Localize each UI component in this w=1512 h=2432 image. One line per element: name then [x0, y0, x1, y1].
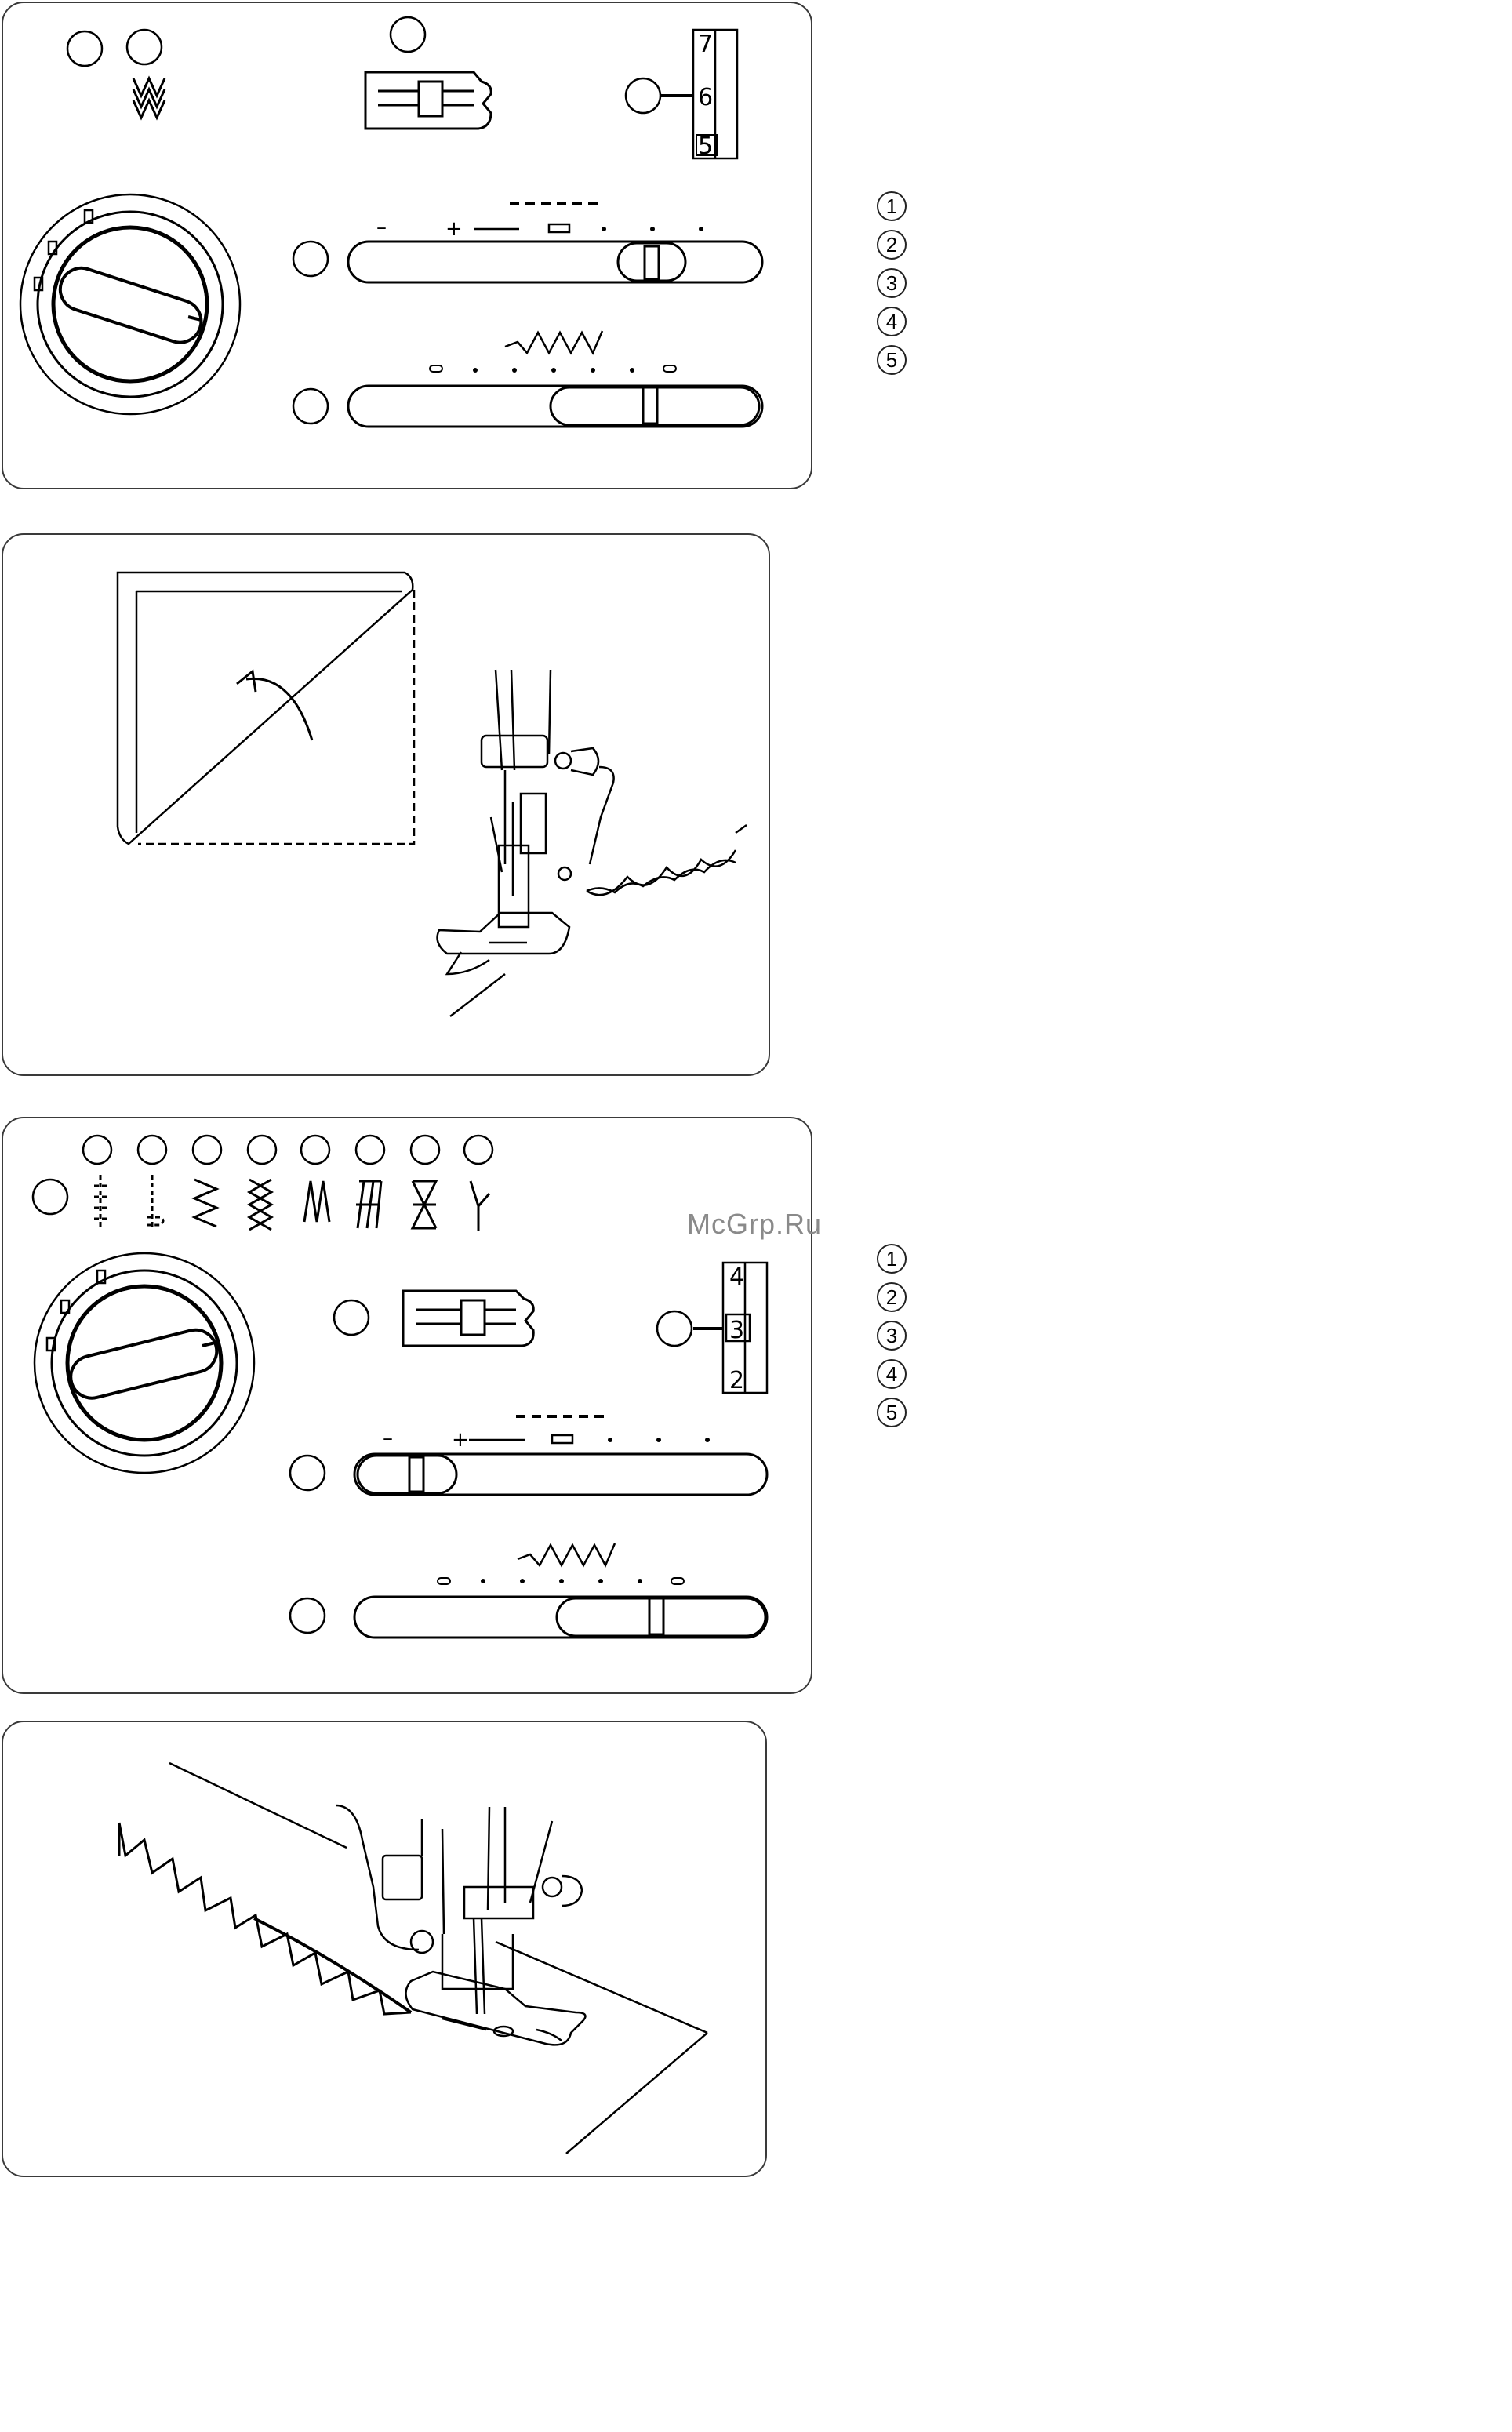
plus-sign: +	[445, 217, 463, 241]
legend-number: 5	[877, 1398, 907, 1427]
triple-stitch-icon	[133, 78, 165, 118]
presser-foot-icon	[403, 1291, 533, 1346]
legend-number: 4	[877, 1359, 907, 1389]
legend-number: 5	[877, 345, 907, 375]
sewing-foot-illustration	[336, 1805, 585, 2045]
legend-item	[877, 1393, 907, 1431]
plus-sign: +	[452, 1428, 469, 1452]
legend-number: 1	[877, 1244, 907, 1274]
figure-1-drawing	[3, 3, 814, 491]
figure-4-sewing-illustration	[2, 1721, 767, 2177]
scale-label-5: 5	[698, 133, 714, 160]
legend-number: 2	[877, 1282, 907, 1312]
pattern-selector-dial	[20, 194, 240, 414]
callout-circle	[293, 242, 328, 276]
scale-label-3: 3	[729, 1317, 745, 1344]
legend-number: 1	[877, 191, 907, 221]
watermark: McGrp.Ru	[687, 1208, 823, 1240]
figure-3-control-panel	[2, 1117, 812, 1694]
sewing-foot-illustration	[438, 670, 614, 1016]
folded-fabric	[118, 573, 413, 844]
legend-item	[877, 1239, 907, 1278]
callout-circle	[293, 389, 328, 424]
scale-label-4: 4	[729, 1263, 745, 1291]
minus-sign: –	[383, 1427, 393, 1450]
legend-item	[877, 187, 907, 225]
legend-number: 3	[877, 268, 907, 298]
presser-foot-icon	[365, 72, 491, 129]
figure-3-legend	[877, 1239, 907, 1431]
legend-item	[877, 1316, 907, 1354]
callout-circle	[391, 17, 425, 52]
figure-1-control-panel	[2, 2, 812, 489]
legend-number: 4	[877, 307, 907, 336]
figure-2-shell-tuck-illustration	[2, 533, 770, 1076]
scale-label-7: 7	[698, 31, 714, 58]
legend-item	[877, 1354, 907, 1393]
legend-item	[877, 264, 907, 302]
figure-2-drawing	[3, 535, 772, 1078]
stitch-length-slider[interactable]	[354, 1416, 767, 1495]
figure-4-drawing	[3, 1722, 769, 2179]
callout-circle	[67, 31, 102, 66]
callout-circle	[626, 78, 660, 113]
pattern-selector-dial	[35, 1253, 254, 1473]
callout-circle	[127, 30, 162, 64]
minus-sign: –	[376, 216, 387, 239]
stitch-pattern-icons	[94, 1175, 489, 1231]
legend-number: 2	[877, 230, 907, 260]
zigzag-width-slider[interactable]	[354, 1543, 767, 1638]
scale-label-2: 2	[729, 1367, 745, 1394]
legend-item	[877, 1278, 907, 1316]
zigzag-stitch-line	[119, 1823, 411, 2014]
scale-label-6: 6	[698, 84, 714, 111]
shell-stitch-line	[587, 825, 747, 895]
stitch-length-slider[interactable]	[348, 204, 762, 282]
zigzag-width-slider[interactable]	[348, 331, 762, 427]
legend-item	[877, 340, 907, 379]
legend-item	[877, 225, 907, 264]
figure-3-drawing	[3, 1118, 814, 1696]
legend-number: 3	[877, 1321, 907, 1351]
legend-item	[877, 302, 907, 340]
figure-1-legend	[877, 187, 907, 379]
